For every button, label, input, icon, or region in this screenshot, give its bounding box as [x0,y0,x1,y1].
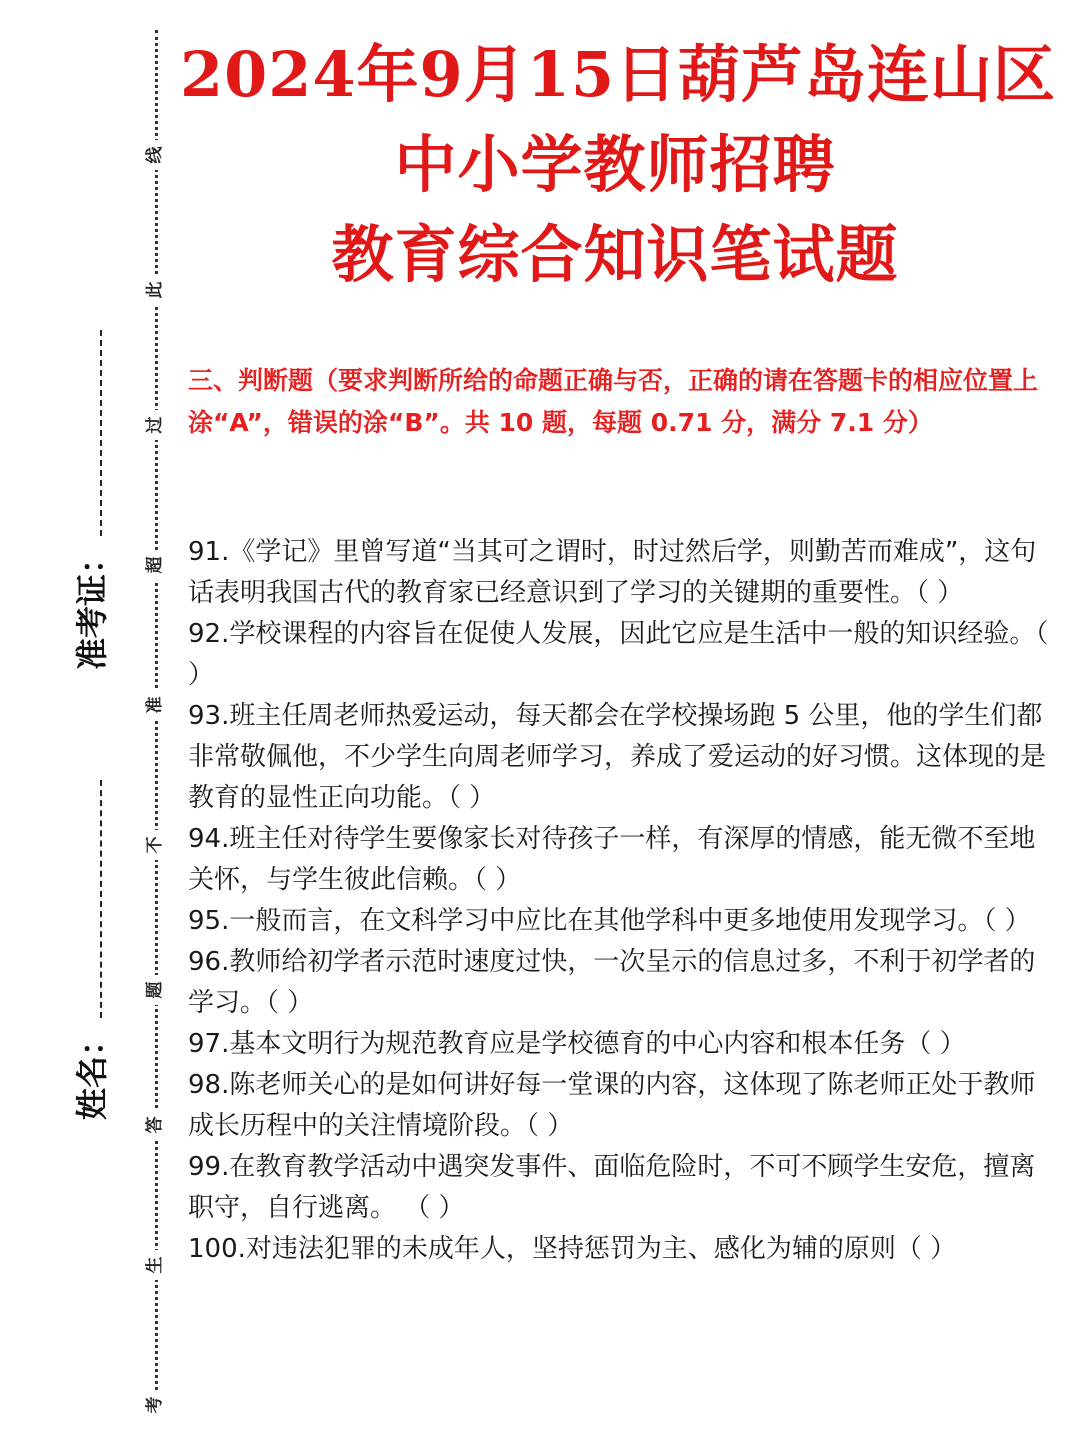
seal-char: 过 [140,410,170,440]
name-label: 姓名： [73,1023,111,1120]
seal-char: 线 [140,140,170,170]
title-line-2: 中小学教师招聘 [394,128,836,201]
seal-char: 生 [140,1250,170,1280]
question-100: 100.对违法犯罪的未成年人，坚持惩罚为主、感化为辅的原则（ ） [188,1234,957,1264]
name-blank[interactable] [78,780,102,1018]
name-field [70,780,110,1120]
seal-char: 不 [140,830,170,860]
question-99: 99.在教育教学活动中遇突发事件、面临危险时，不可不顾学生安危，擅离职守，自行逃离。 （ ） [188,1152,1036,1223]
seal-char: 此 [140,275,170,305]
question-96: 96.教师给初学者示范时速度过快，一次呈示的信息过多，不利于初学者的学习。（ ） [188,947,1036,1018]
seal-char: 超 [140,550,170,580]
question-95: 95.一般而言，在文科学习中应比在其他学科中更多地使用发现学习。（ ） [188,906,1031,936]
seal-char: 题 [140,975,170,1005]
seal-char: 准 [140,690,170,720]
question-92: 92.学校课程的内容旨在促使人发展，因此它应是生活中一般的知识经验。（ ） [188,619,1049,690]
exam-id-blank[interactable] [78,330,102,536]
section-heading: 三、判断题（要求判断所给的命题正确与否，正确的请在答题卡的相应位置上涂“A”，错误的涂“B”。共 10 题，每题 0.71 分，满分 7.1 分） [188,366,1039,437]
question-97: 97.基本文明行为规范教育应是学校德育的中心内容和根本任务（ ） [188,1029,966,1059]
question-98: 98.陈老师关心的是如何讲好每一堂课的内容，这体现了陈老师正处于教师成长历程中的关注情境阶段。（ ） [188,1070,1036,1141]
question-list [188,532,1050,1270]
question-94: 94.班主任对待学生要像家长对待孩子一样，有深厚的情感，能无微不至地关怀，与学生彼此信赖。（ ） [188,824,1036,895]
seal-char: 答 [140,1110,170,1140]
question-91: 91.《学记》里曾写道“当其可之谓时，时过然后学，则勤苦而难成”，这句话表明我国古代的教育家已经意识到了学习的关键期的重要性。（ ） [188,537,1037,608]
exam-id-field [70,330,110,670]
page-title [180,30,1056,300]
binding-dotted-line [155,30,158,1420]
exam-id-label: 准考证： [73,541,111,670]
seal-char: 考 [140,1390,170,1420]
title-line-3: 教育综合知识笔试题 [331,218,899,291]
title-line-1: 2024年9月15日葫芦岛连山区 [180,38,1056,111]
question-93: 93.班主任周老师热爱运动，每天都会在学校操场跑 5 公里，他的学生们都非常敬佩他，不少学生向周老师学习，养成了爱运动的好习惯。这体现的是教育的显性正向功能。（ ） [188,701,1047,813]
